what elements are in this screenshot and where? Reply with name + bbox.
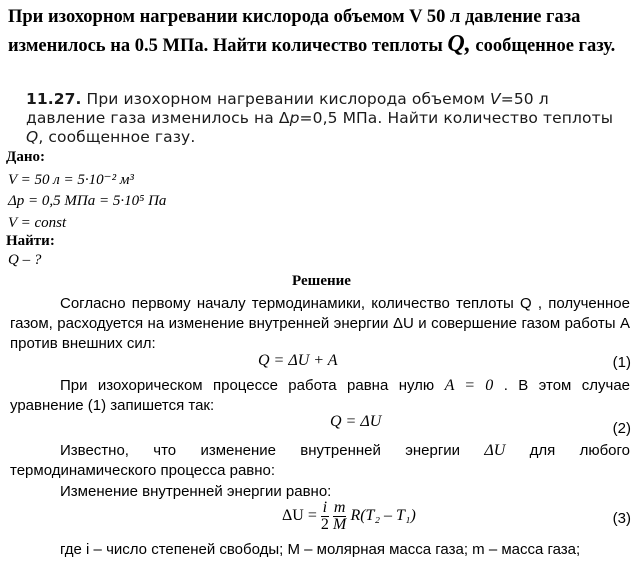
scanned-problem-text <box>26 90 616 147</box>
p3-text-b: для любого термодинамического процесса равно: <box>10 442 630 479</box>
title-q-symbol: Q, <box>447 31 471 57</box>
equation-2-number: (2) <box>612 420 631 437</box>
fraction-m-over-M <box>333 500 347 533</box>
scan-p: p <box>289 109 300 127</box>
find-heading: Найти: <box>6 233 55 249</box>
equation-3 <box>282 500 416 533</box>
solution-paragraph-1 <box>10 294 630 354</box>
given-heading: Дано: <box>6 149 45 165</box>
problem-title <box>8 4 638 60</box>
given-line-pressure: Δp = 0,5 МПа = 5·10⁵ Па <box>8 193 167 209</box>
solution-paragraph-4 <box>10 482 630 502</box>
solution-paragraph-5 <box>10 540 630 560</box>
p1-text: Согласно первому началу термодинамики, количество теплоты Q , полученное газом, расходуется на изменение внутренней энергии ΔU и совершение газом работы A против внешних сил: <box>10 295 630 352</box>
title-tail: сообщенное газу. <box>470 36 616 56</box>
fraction-i-over-2 <box>321 500 329 533</box>
solution-heading: Решение <box>292 273 351 289</box>
scan-text-2: =50 л давление газа изменилось на Δ <box>26 90 549 127</box>
p5-text: где i – число степеней свободы; M – молярная масса газа; m – масса газа; <box>60 541 581 558</box>
solution-paragraph-2 <box>10 376 630 416</box>
p3-text-a: Известно, что изменение внутренней энергии <box>60 442 485 459</box>
scan-text-1: При изохорном нагревании кислорода объемом <box>81 90 491 108</box>
find-value: Q – ? <box>8 252 42 268</box>
eq3-two: 2 <box>320 516 329 533</box>
p3-symbol: ΔU <box>484 442 506 459</box>
p2-equation: A = 0 <box>444 377 494 394</box>
scan-q: Q <box>26 128 39 146</box>
equation-1: Q = ΔU + A <box>258 352 338 369</box>
eq3-m: m <box>333 499 346 516</box>
scan-v: V <box>490 90 501 108</box>
eq3-M: M <box>332 516 347 533</box>
problem-number: 11.27. <box>26 90 82 108</box>
eq3-rhs: R(T₂ – T₁) <box>350 507 416 525</box>
scan-text-3: =0,5 МПа. Найти количество теплоты <box>299 109 614 127</box>
solution-paragraph-3 <box>10 441 630 481</box>
given-line-volume: V = 50 л = 5·10⁻² м³ <box>8 172 134 188</box>
equation-1-number: (1) <box>612 354 631 371</box>
eq3-lhs: ΔU = <box>282 507 317 525</box>
given-line-const: V = const <box>8 215 67 231</box>
eq3-i: i <box>322 499 328 516</box>
p4-text: Изменение внутренней энергии равно: <box>60 483 332 500</box>
equation-3-number: (3) <box>612 510 631 527</box>
equation-2: Q = ΔU <box>330 413 382 430</box>
p2-text-a: При изохорическом процессе работа равна нулю <box>60 377 445 394</box>
p2-text-b: . В этом случае уравнение (1) запишется так: <box>10 377 630 414</box>
scan-text-4: , сообщенное газу. <box>38 128 196 146</box>
title-text: При изохорном нагревании кислорода объемом V 50 л давление газа изменилось на 0.5 МПа. Найти количество теплоты <box>8 7 581 56</box>
